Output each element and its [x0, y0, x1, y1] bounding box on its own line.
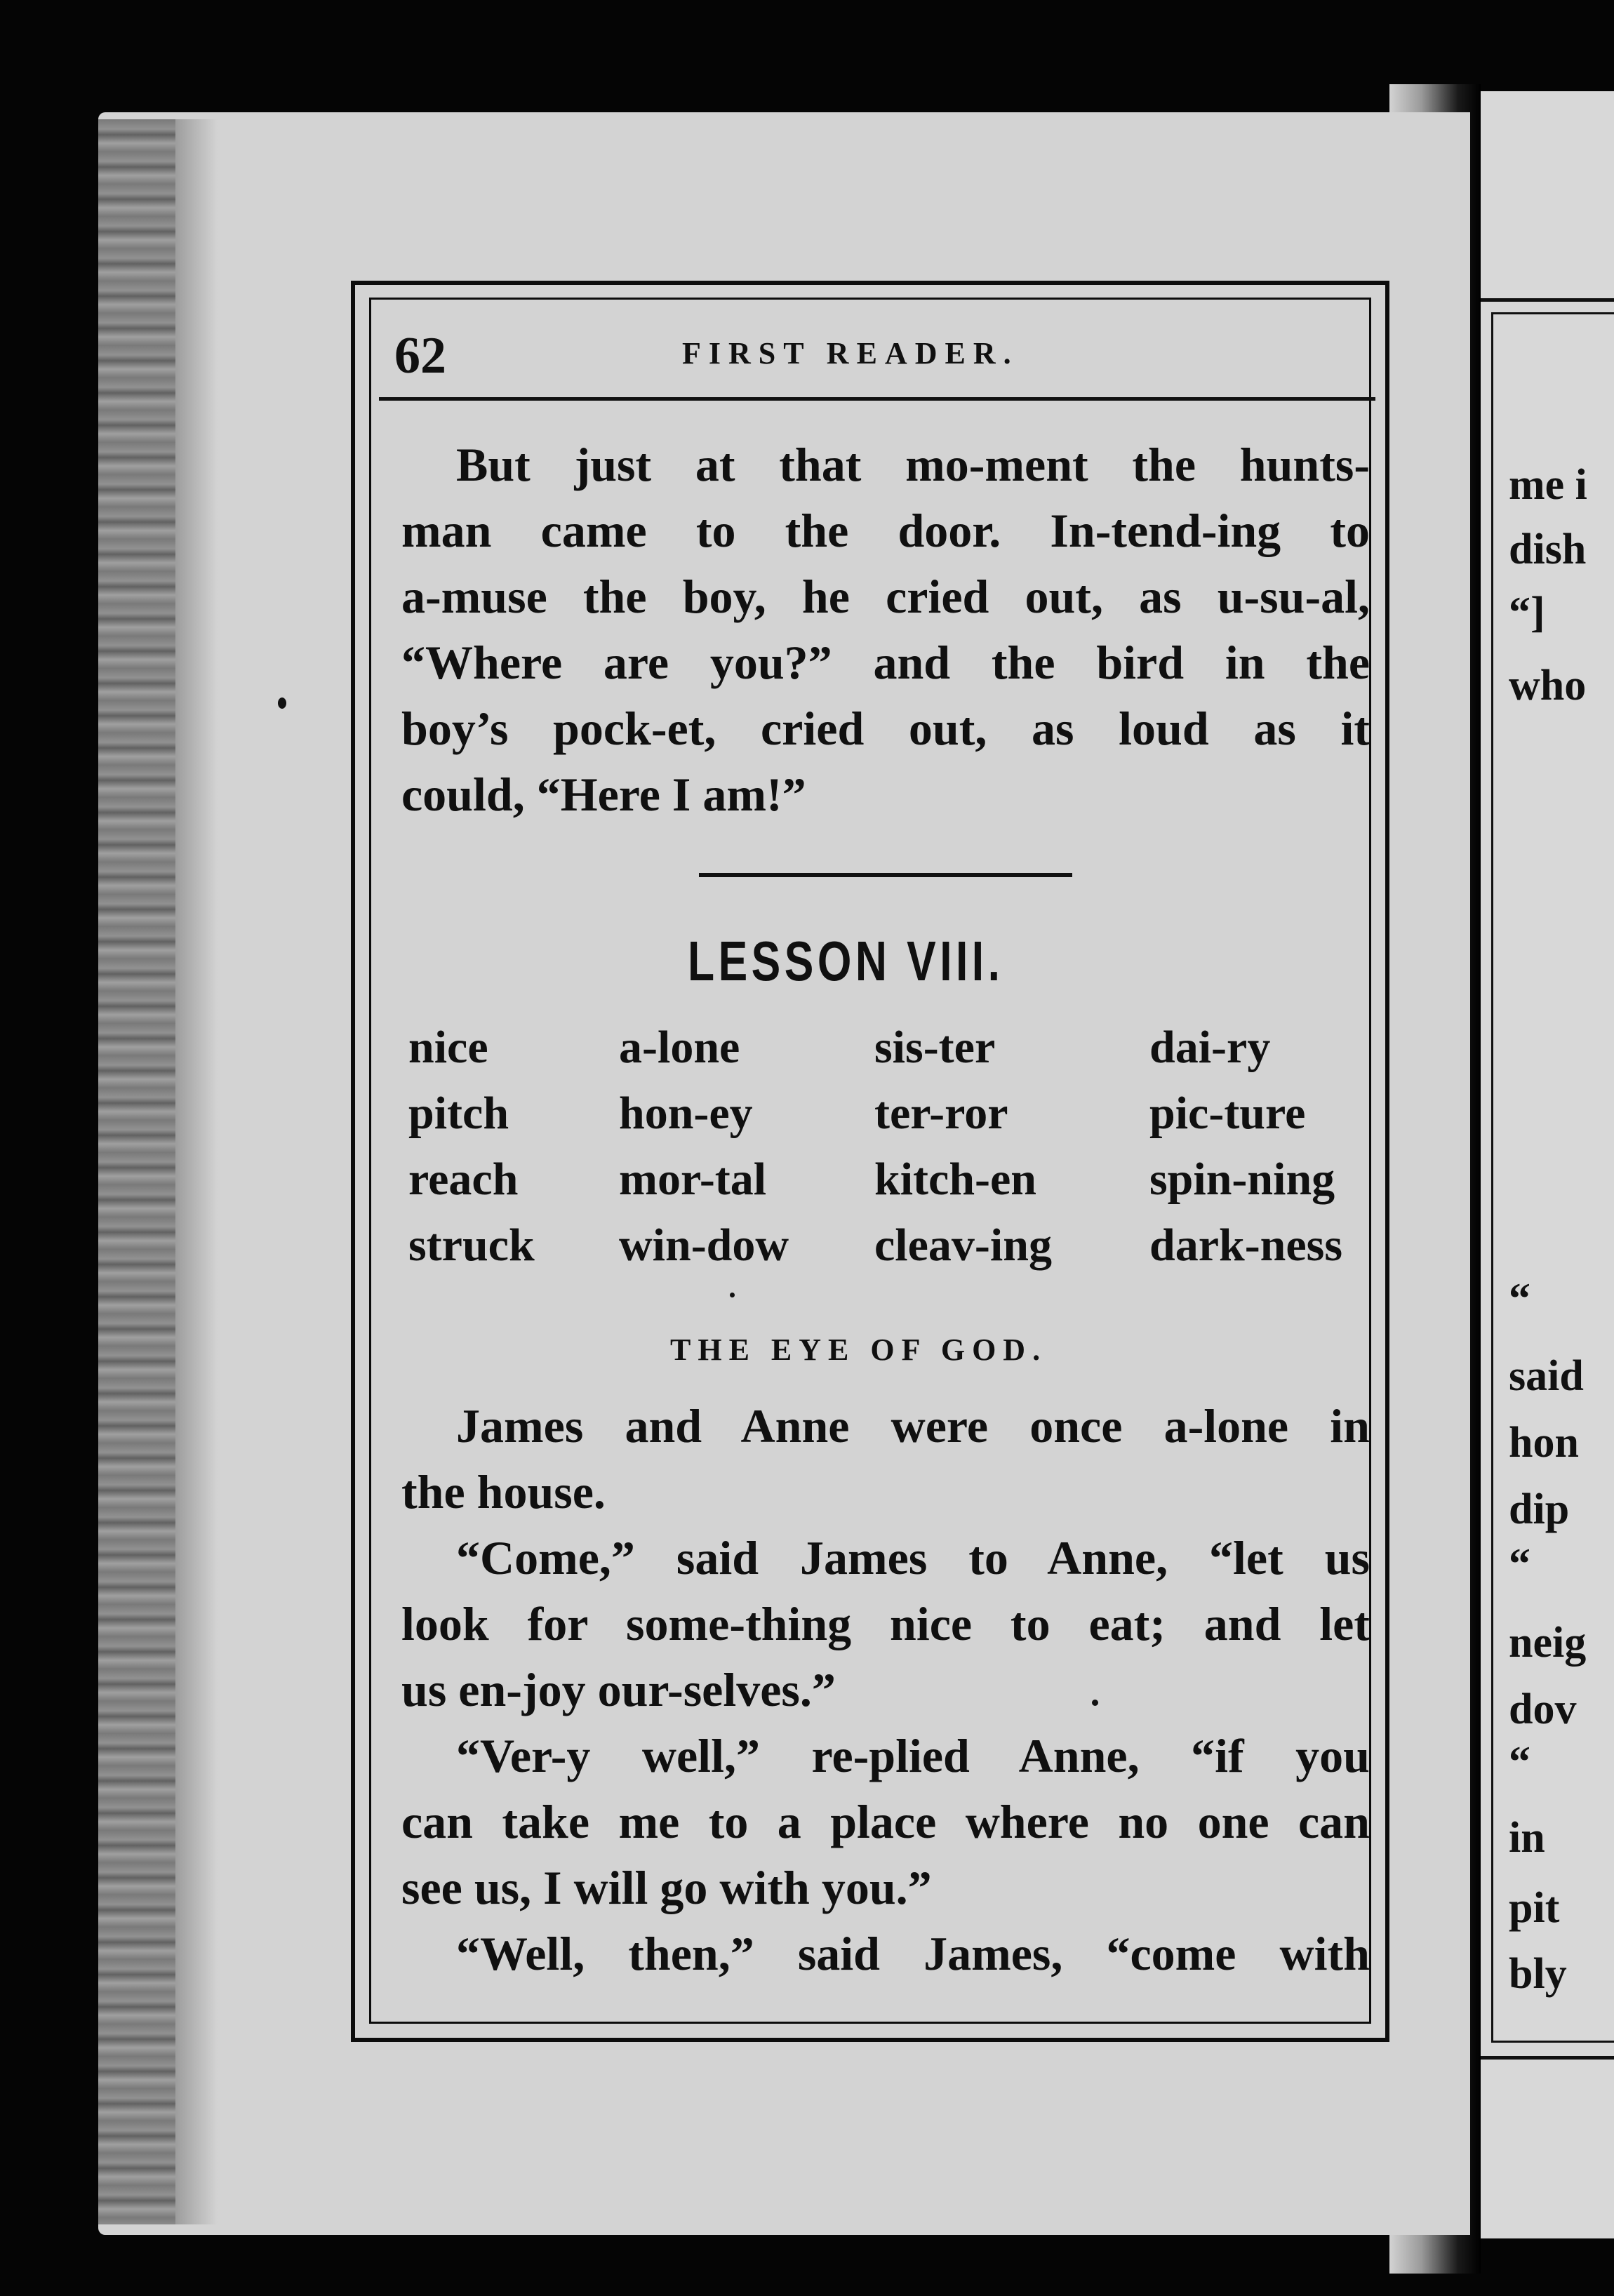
- facing-fragment: “]: [1509, 589, 1545, 636]
- page-edge-shading: [175, 119, 218, 2224]
- facing-fragment: “: [1509, 1738, 1530, 1786]
- facing-fragment: neig: [1509, 1619, 1587, 1667]
- header-rule: [379, 397, 1375, 401]
- story-line: “Ver-y well,” re-plied Anne, “if you: [456, 1729, 1370, 1782]
- ink-speck: [1092, 1700, 1098, 1706]
- story-title: THE EYE OF GOD.: [670, 1333, 1048, 1367]
- spelling-word: cleav-ing: [874, 1220, 1052, 1271]
- story-line: look for some-thing nice to eat; and let: [401, 1597, 1370, 1650]
- facing-fragment: said: [1509, 1352, 1584, 1400]
- story-line: us en-joy our-selves.”: [401, 1663, 836, 1716]
- facing-fragment: bly: [1509, 1950, 1567, 1998]
- spelling-word: dark-ness: [1149, 1220, 1343, 1271]
- story-line: “Come,” said James to Anne, “let us: [456, 1531, 1370, 1584]
- spelling-word: win-dow: [619, 1220, 789, 1271]
- lesson-title: LESSON VIII.: [688, 930, 1004, 992]
- story-line: “Well, then,” said James, “come with: [456, 1927, 1370, 1980]
- facing-fragment: hon: [1509, 1419, 1579, 1467]
- paragraph-line: boy’s pock-et, cried out, as loud as it: [401, 702, 1370, 755]
- facing-fragment: pit: [1509, 1884, 1560, 1932]
- spelling-word: a-lone: [619, 1022, 740, 1073]
- spelling-word: ter-ror: [874, 1088, 1008, 1139]
- spelling-word: reach: [408, 1154, 519, 1205]
- facing-fragment: dov: [1509, 1686, 1577, 1733]
- facing-fragment: dip: [1509, 1486, 1570, 1533]
- worn-page-edge: [98, 119, 175, 2224]
- story-line: can take me to a place where no one can: [401, 1795, 1370, 1848]
- facing-fragment: who: [1509, 662, 1587, 709]
- facing-fragment: “: [1509, 1275, 1530, 1323]
- spelling-word: nice: [408, 1022, 488, 1073]
- section-divider: [699, 873, 1072, 877]
- story-line: James and Anne were once a-lone in: [456, 1399, 1370, 1453]
- story-line: the house.: [401, 1465, 606, 1519]
- spelling-word: mor-tal: [619, 1154, 767, 1205]
- paragraph-line: man came to the door. In-tend-ing to: [401, 504, 1370, 557]
- spelling-word: hon-ey: [619, 1088, 753, 1139]
- spelling-word: dai-ry: [1149, 1022, 1271, 1073]
- paragraph-line: “Where are you?” and the bird in the: [401, 636, 1370, 689]
- facing-fragment: me i: [1509, 461, 1587, 509]
- ink-speck: [730, 1293, 735, 1297]
- spelling-word: spin-ning: [1149, 1154, 1335, 1205]
- story-line: see us, I will go with you.”: [401, 1861, 932, 1914]
- spelling-word: struck: [408, 1220, 535, 1271]
- page-number: 62: [394, 327, 446, 385]
- paragraph-line: But just at that mo-ment the hunts-: [456, 438, 1370, 491]
- spelling-word: pic-ture: [1149, 1088, 1306, 1139]
- running-head: FIRST READER.: [682, 336, 1019, 371]
- facing-fragment: dish: [1509, 526, 1587, 573]
- ink-speck: [278, 698, 286, 709]
- facing-fragment: in: [1509, 1814, 1545, 1862]
- spelling-word: sis-ter: [874, 1022, 996, 1073]
- paragraph-line: could, “Here I am!”: [401, 768, 806, 821]
- paragraph-line: a-muse the boy, he cried out, as u-su-al,: [401, 570, 1370, 623]
- spelling-word: pitch: [408, 1088, 509, 1139]
- facing-fragment: “: [1509, 1540, 1530, 1588]
- spelling-word: kitch-en: [874, 1154, 1036, 1205]
